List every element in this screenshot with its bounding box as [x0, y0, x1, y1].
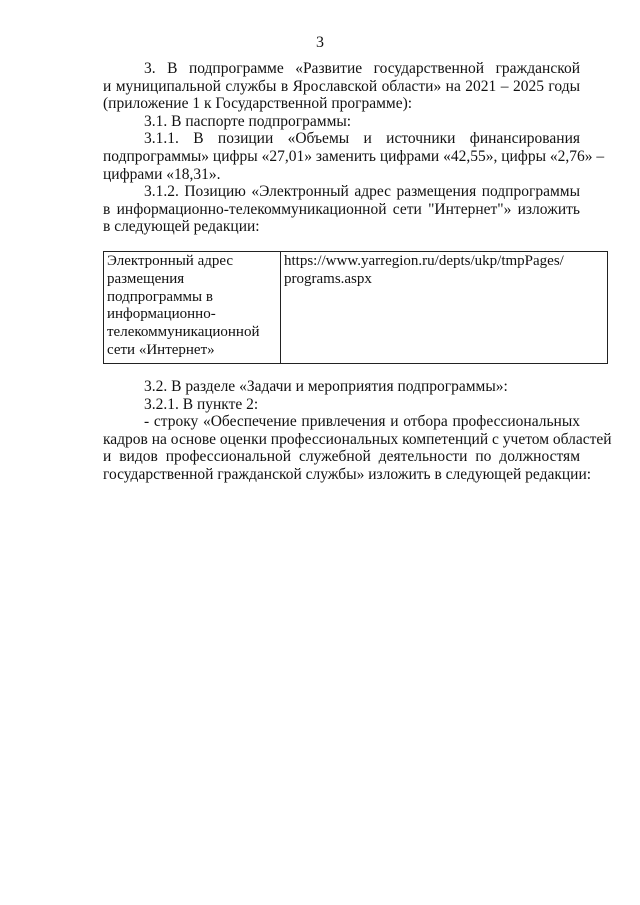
cell-line: сети «Интернет» — [107, 341, 215, 358]
cell-line: размещения — [107, 270, 185, 287]
paragraph-line: 3.1.2. Позицию «Электронный адрес размещения подпрограммы — [144, 183, 580, 201]
section-3-text — [103, 60, 605, 236]
paragraph-line: кадров на основе оценки профессиональных компетенций с учетом областей — [103, 430, 612, 448]
table-row — [104, 252, 608, 364]
cell-line: programs.aspx — [284, 270, 372, 287]
paragraph-line: - строку «Обеспечение привлечения и отбора профессиональных — [144, 413, 580, 431]
table-cell-label — [104, 252, 281, 364]
cell-line: телекоммуникационной — [107, 324, 260, 341]
paragraph-line: 3.1. В паспорте подпрограммы: — [144, 112, 352, 130]
paragraph-line: (приложение 1 к Государственной программе): — [103, 95, 413, 113]
cell-line: информационно- — [107, 306, 216, 323]
cell-line: https://www.yarregion.ru/depts/ukp/tmpPages/ — [284, 253, 564, 269]
paragraph-line: в следующей редакции: — [103, 218, 260, 236]
section-3-2-text — [103, 378, 612, 484]
paragraph-line: 3. В подпрограмме «Развитие государственной гражданской — [144, 60, 580, 77]
paragraph-line: государственной гражданской службы» изложить в следующей редакции: — [103, 465, 592, 483]
table-cell-value — [281, 252, 608, 364]
paragraph-line: 3.1.1. В позиции «Объемы и источники финансирования — [144, 130, 580, 148]
paragraph-line: 3.2. В разделе «Задачи и мероприятия подпрограммы»: — [144, 378, 508, 395]
paragraph-line: и видов профессиональной служебной деятельности по должностям — [103, 448, 580, 466]
paragraph-line: и муниципальной службы в Ярославской области» на 2021 – 2025 годы — [103, 77, 580, 95]
paragraph-line: 3.2.1. В пункте 2: — [144, 395, 259, 413]
paragraph-line: цифрами «18,31». — [103, 165, 221, 183]
cell-line: Электронный адрес — [107, 253, 234, 269]
paragraph-line: в информационно-телекоммуникационной сети "Интернет"» изложить — [103, 200, 580, 218]
page-number: 3 — [316, 34, 324, 51]
address-table — [103, 251, 608, 364]
cell-line: подпрограммы в — [107, 288, 213, 305]
paragraph-line: подпрограммы» цифры «27,01» заменить цифрами «42,55», цифры «2,76» – — [103, 147, 605, 165]
